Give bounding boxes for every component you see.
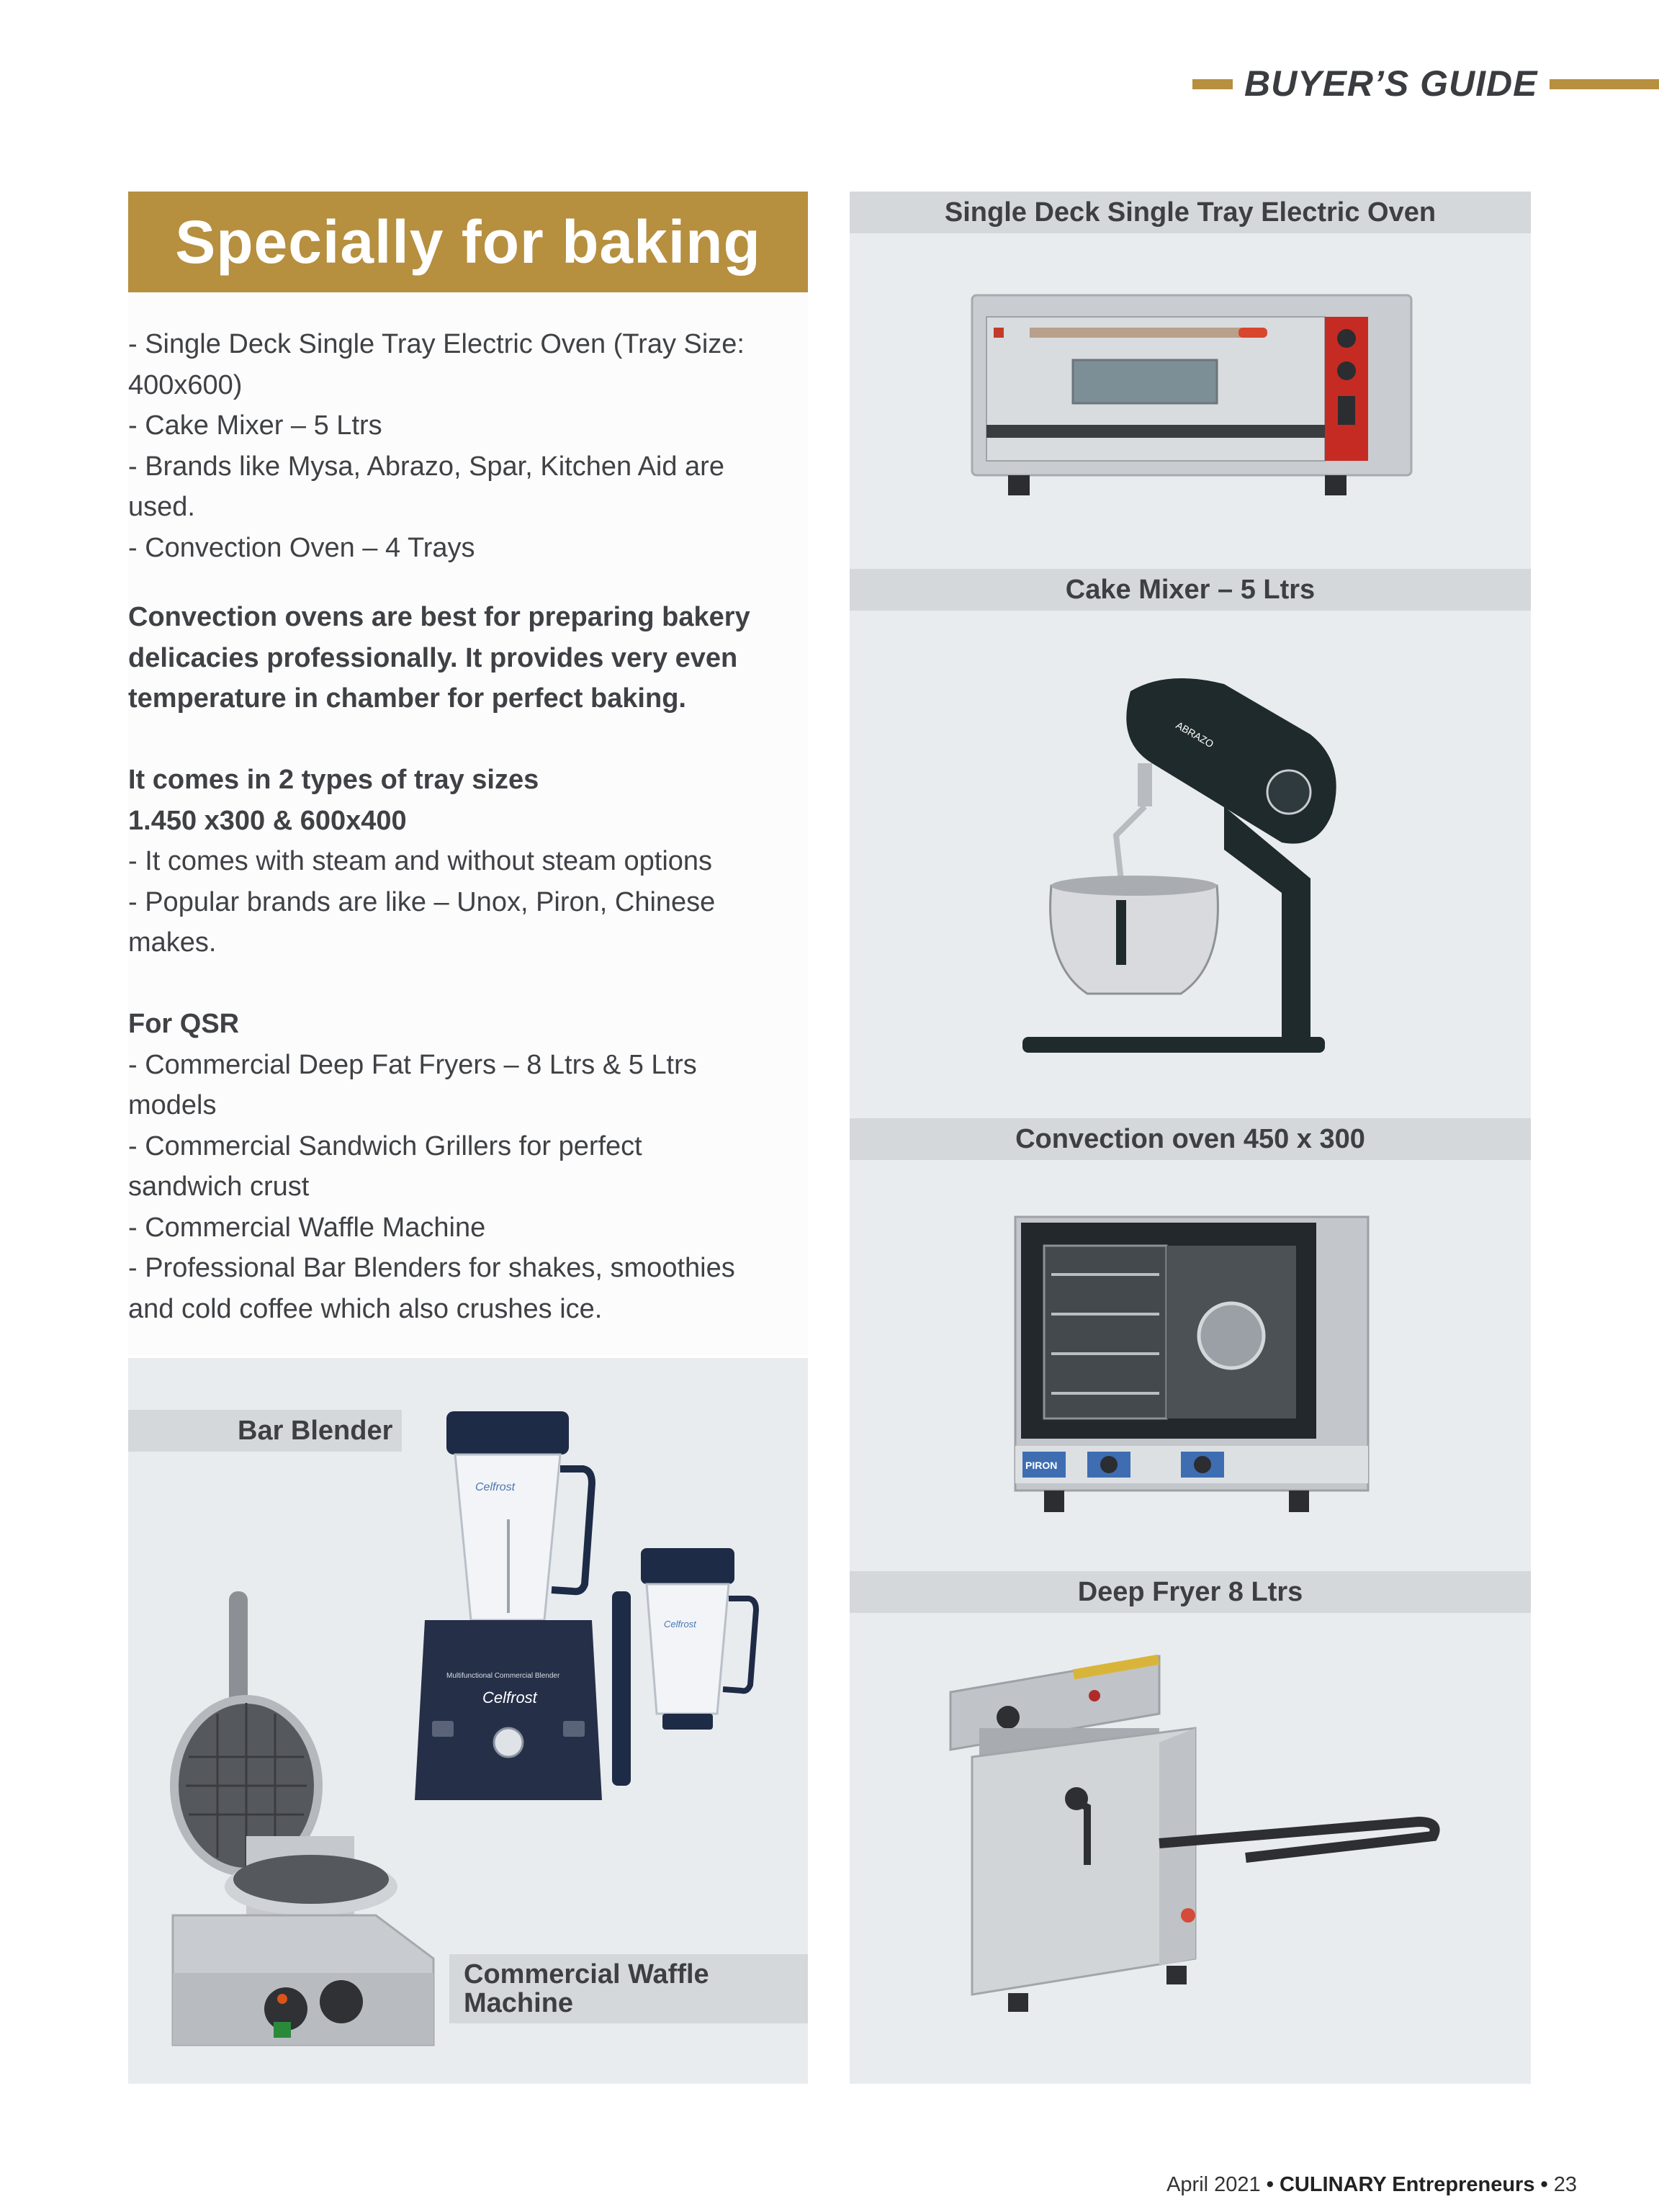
bar-blender-image	[403, 1382, 778, 1829]
body-line: models	[128, 1090, 217, 1120]
article-body	[128, 324, 805, 1329]
footer-bullet: •	[1266, 2173, 1274, 2196]
bold-line: Convection ovens are best for preparing bakery	[128, 602, 750, 632]
body-line: and cold coffee which also crushes ice.	[128, 1293, 603, 1324]
waffle-machine-image	[160, 1570, 448, 2059]
electric-oven-image	[972, 288, 1411, 504]
bar-blender-label: Bar Blender	[128, 1410, 402, 1452]
body-line: - Single Deck Single Tray Electric Oven (Tray Size:	[128, 329, 745, 359]
tray-heading: It comes in 2 types of tray sizes	[128, 765, 539, 795]
convection-oven-label: Convection oven 450 x 300	[850, 1118, 1531, 1160]
body-line: - Professional Bar Blenders for shakes, smoothies	[128, 1253, 735, 1283]
bold-line: delicacies professionally. It provides very even	[128, 642, 738, 673]
waffle-label-line-2: Machine	[464, 1988, 574, 2018]
body-line: - It comes with steam and without steam options	[128, 846, 713, 876]
body-line: - Cake Mixer – 5 Ltrs	[128, 410, 382, 441]
footer-page-number: 23	[1553, 2173, 1577, 2196]
header-rule-left	[1192, 79, 1233, 89]
body-line: - Commercial Deep Fat Fryers – 8 Ltrs & 5 Ltrs	[128, 1049, 697, 1080]
article-title: Specially for baking	[175, 208, 761, 276]
waffle-machine-label	[449, 1954, 808, 2023]
convection-brand: PIRON	[1025, 1460, 1058, 1471]
convection-oven-image	[1015, 1217, 1368, 1519]
bold-line: temperature in chamber for perfect baking.	[128, 683, 686, 714]
cake-mixer-label: Cake Mixer – 5 Ltrs	[850, 569, 1531, 611]
blender-brand-base: Celfrost	[482, 1689, 537, 1707]
cake-mixer-image	[1008, 662, 1368, 1066]
body-line: - Commercial Waffle Machine	[128, 1212, 486, 1243]
blender-brand-small-jar: Celfrost	[664, 1619, 696, 1629]
header-rule-right	[1550, 79, 1659, 89]
body-line: - Brands like Mysa, Abrazo, Spar, Kitchen Aid are	[128, 451, 724, 482]
body-line: makes.	[128, 927, 217, 958]
tray-sizes: 1.450 x300 & 600x400	[128, 805, 407, 836]
body-line: - Popular brands are like – Unox, Piron, Chinese	[128, 886, 716, 917]
waffle-label-line-1: Commercial Waffle	[464, 1959, 709, 1990]
footer-bullet: •	[1540, 2173, 1548, 2196]
footer-date: April 2021	[1166, 2173, 1261, 2196]
body-line: sandwich crust	[128, 1172, 310, 1202]
electric-oven-label: Single Deck Single Tray Electric Oven	[850, 192, 1531, 233]
deep-fryer-label: Deep Fryer 8 Ltrs	[850, 1571, 1531, 1613]
mixer-brand: ABRAZO	[1174, 719, 1216, 750]
section-title: BUYER’S GUIDE	[1244, 63, 1538, 104]
body-line: - Convection Oven – 4 Trays	[128, 532, 475, 563]
footer-magazine: CULINARY Entrepreneurs	[1279, 2173, 1535, 2196]
page-footer	[1152, 2173, 1577, 2197]
qsr-heading: For QSR	[128, 1009, 240, 1039]
blender-panel-text: Multifunctional Commercial Blender	[446, 1672, 560, 1680]
body-line: 400x600)	[128, 369, 243, 400]
blender-brand-jar: Celfrost	[475, 1481, 516, 1493]
body-line: used.	[128, 492, 195, 522]
body-line: - Commercial Sandwich Grillers for perfect	[128, 1130, 642, 1161]
deep-fryer-image	[943, 1649, 1447, 2052]
